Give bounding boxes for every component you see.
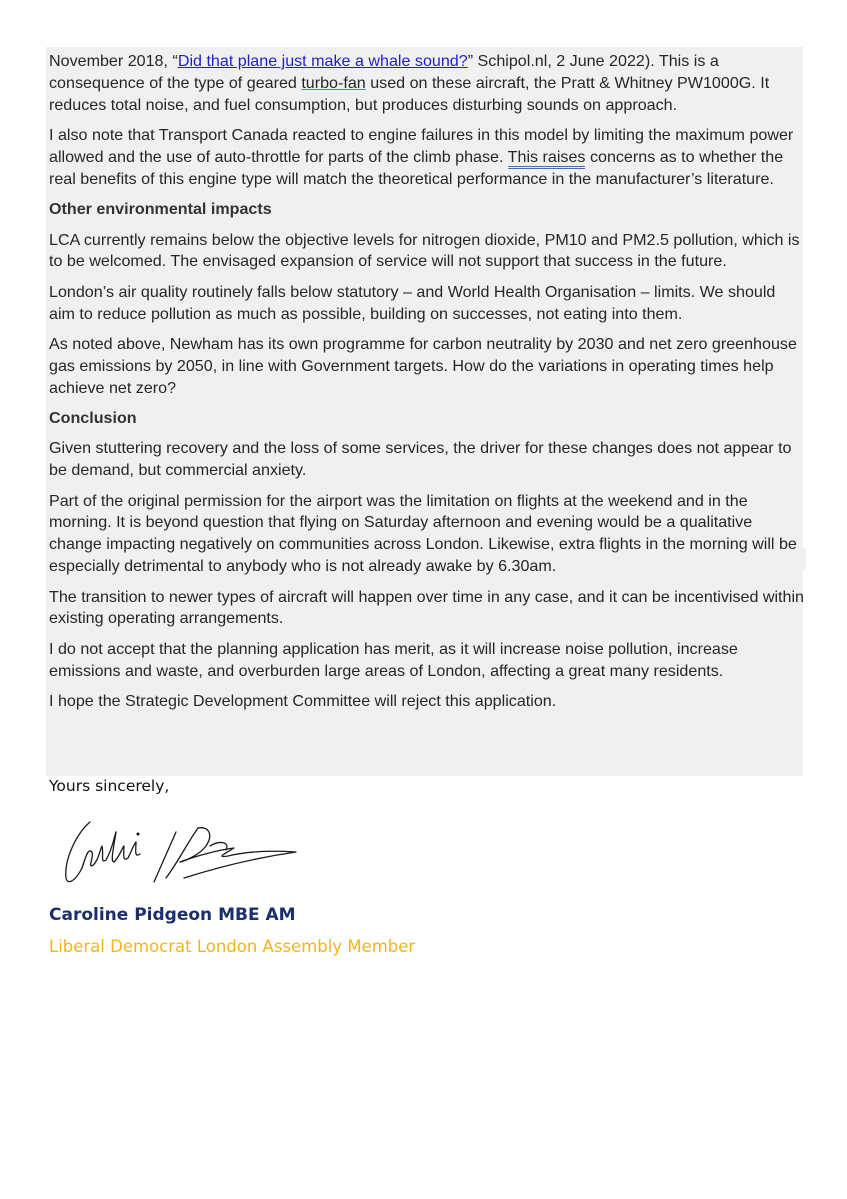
handwritten-signature	[58, 812, 303, 892]
paragraph-stuttering-recovery: Given stuttering recovery and the loss of some services, the driver for these changes does not appear to be demand, but commercial anxiety.	[49, 439, 792, 480]
this-raises-marked: This raises	[508, 148, 586, 169]
letter-body	[49, 51, 804, 721]
turbo-fan-term: turbo-fan	[301, 73, 366, 92]
signatory-name: Caroline Pidgeon MBE AM	[49, 905, 296, 925]
whale-sound-link[interactable]: Did that plane just make a whale sound?	[177, 52, 468, 70]
paragraph-original-permission: Part of the original permission for the airport was the limitation on flights at the weekend and in the morning. It is beyond question that flying on Saturday afternoon and evening would be a qualitative change impacting negatively on communities across London. Likewise, extra flights in the morning will be especially detrimental to anybody who is not already awake by 6.30am.	[49, 491, 797, 576]
heading-conclusion: Conclusion	[49, 409, 137, 428]
paragraph-no-merit: I do not accept that the planning application has merit, as it will increase noise pollution, increase emissions and waste, and overburden large areas of London, affecting a great many residents.	[49, 639, 738, 680]
paragraph-transition: The transition to newer types of aircraft will happen over time in any case, and it can be incentivised within existing operating arrangements.	[49, 587, 805, 628]
paragraph-air-quality: London’s air quality routinely falls below statutory – and World Health Organisation – limits. We should aim to reduce pollution as much as possible, building on successes, not eating into them.	[49, 282, 776, 323]
paragraph-newham-net-zero: As noted above, Newham has its own programme for carbon neutrality by 2030 and net zero greenhouse gas emissions by 2050, in line with Government targets. How do the variations in operating times help achieve net zero?	[49, 334, 797, 397]
paragraph-reject-request: I hope the Strategic Development Committee will reject this application.	[49, 691, 557, 710]
paragraph-transport-canada: I also note that Transport Canada reacted to engine failures in this model by limiting the maximum power allowed and the use of auto-throttle for parts of the climb phase. This raises concerns as to whether the real benefits of this engine type will match the theoretical performance in the manufacturer’s literature.	[49, 126, 794, 188]
paragraph-lca-levels: LCA currently remains below the objective levels for nitrogen dioxide, PM10 and PM2.5 pollution, which is to be welcomed. The envisaged expansion of service will not support that success in the future.	[49, 230, 800, 271]
closing-salutation: Yours sincerely,	[49, 777, 170, 795]
paragraph-whale-sound: November 2018, “Did that plane just make a whale sound?” Schipol.nl, 2 June 2022). This is a consequence of the type of geared turbo-fan used on these aircraft, the Pratt & Whitney PW1000G. It reduces total noise, and fuel consumption, but produces disturbing sounds on approach.	[49, 52, 770, 114]
heading-environmental-impacts: Other environmental impacts	[49, 200, 272, 219]
signatory-role: Liberal Democrat London Assembly Member	[49, 937, 416, 956]
